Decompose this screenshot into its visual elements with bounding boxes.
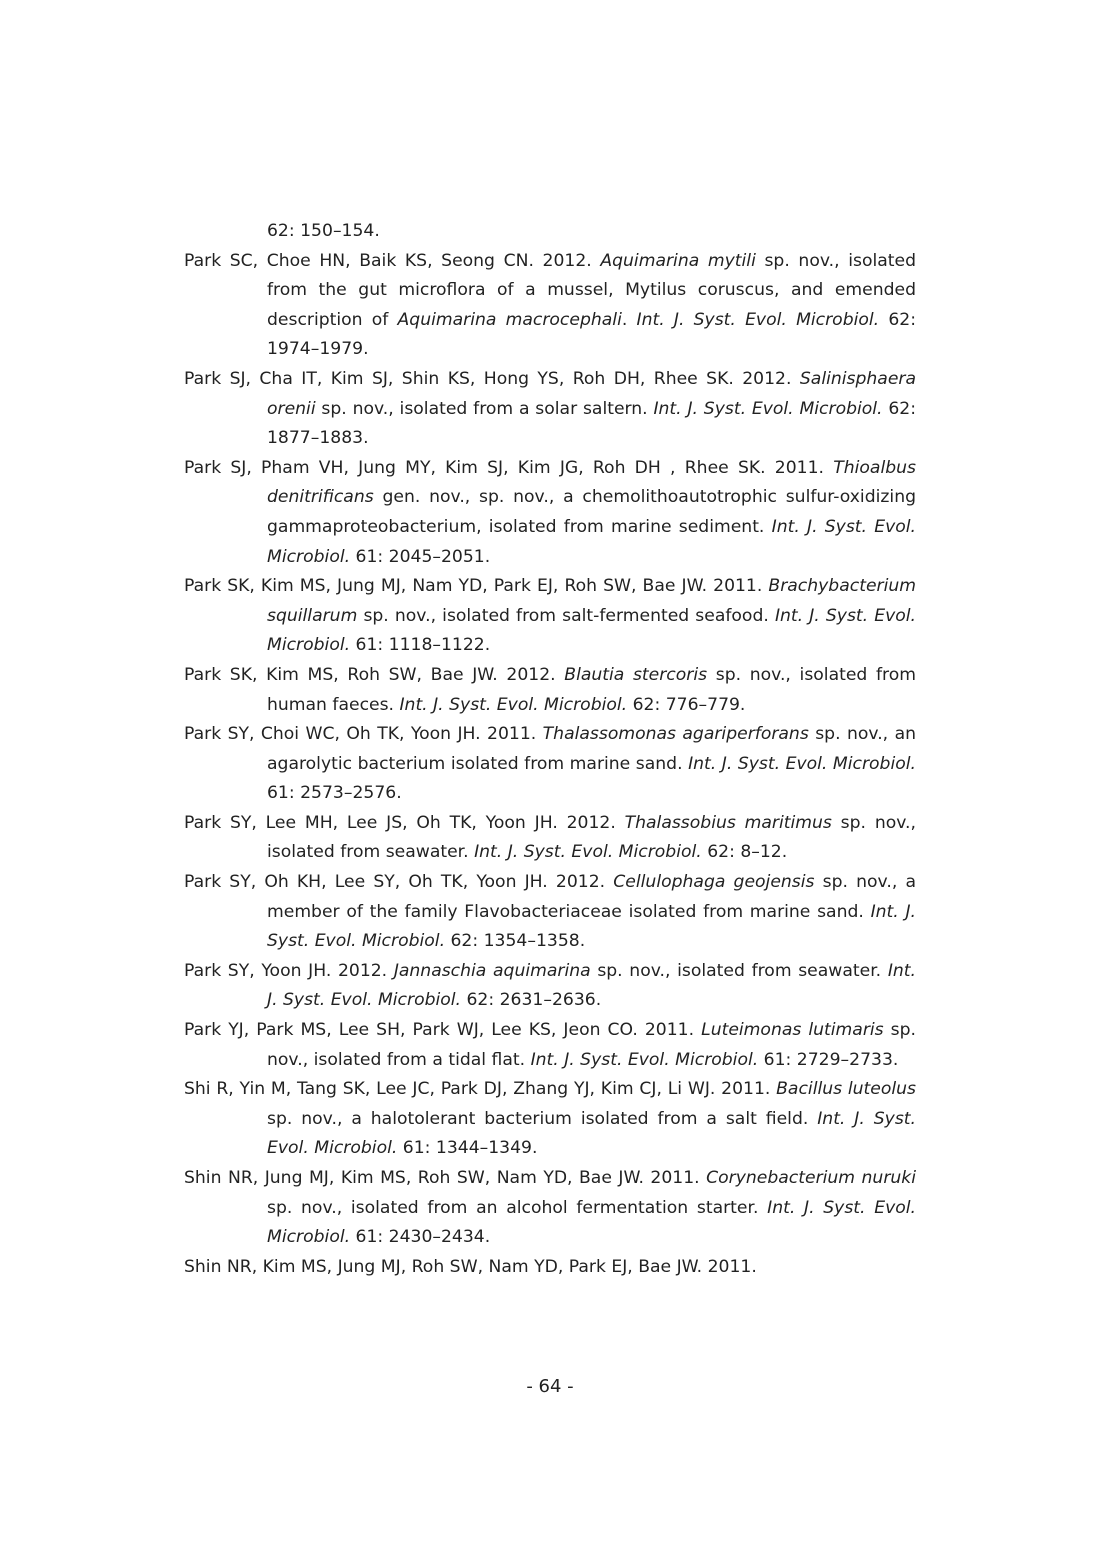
reference-text: sp. nov., isolated from seawater.: [267, 812, 916, 863]
italic-text: Int. J. Syst. Evol. Microbiol.: [267, 605, 916, 656]
italic-text: Int. J. Syst. Evol. Microbiol.: [474, 842, 702, 863]
reference-text: 61: 2045–2051.: [350, 546, 491, 567]
reference-text: .: [621, 309, 637, 330]
reference-text: sp. nov., isolated from a solar saltern.: [315, 398, 654, 419]
reference-text: Park SY, Yoon JH. 2012.: [184, 960, 394, 981]
italic-text: Cellulophaga geojensis: [613, 872, 815, 893]
reference-text: 62: 150: [267, 221, 333, 241]
reference-text: sp. nov., isolated from human faeces.: [267, 664, 916, 715]
reference-text: 61: 2573–2576.: [267, 783, 402, 804]
reference-text: 62: 1354–1358.: [445, 931, 586, 952]
italic-text: Luteimonas lutimaris: [701, 1020, 884, 1041]
reference-entry: [184, 720, 916, 809]
reference-text: 62: 2631–2636.: [461, 990, 602, 1011]
reference-text: sp. nov., an agarolytic bacterium isolated from marine sand.: [267, 724, 916, 774]
reference-text: Park SY, Oh KH, Lee SY, Oh TK, Yoon JH. 2012.: [184, 872, 614, 893]
reference-entry: [184, 661, 916, 720]
reference-text: sp. nov., isolated from the gut microflora of a mussel, Mytilus coruscus, and emended description of: [267, 250, 916, 330]
reference-text: Shin NR, Jung MJ, Kim MS, Roh SW, Nam YD, Bae JW. 2011.: [184, 1168, 707, 1188]
reference-entry: [184, 809, 916, 868]
reference-text: 62: 1974–1979.: [267, 309, 917, 360]
reference-text: Park SJ, Pham VH, Jung MY, Kim SJ, Kim JG, Roh DH , Rhee SK. 2011.: [184, 457, 834, 478]
reference-text: gen. nov., sp. nov., a chemolithoautotrophic sulfur-oxidizing gammaproteobacterium, isolated from marine sediment.: [267, 487, 916, 537]
reference-text: Park SC, Choe HN, Baik KS, Seong CN. 2012.: [184, 250, 601, 271]
reference-list: [184, 217, 916, 1282]
reference-text: Park SK, Kim MS, Roh SW, Bae JW. 2012.: [184, 664, 565, 685]
reference-entry: [184, 868, 916, 957]
italic-text: Int. J. Syst. Evol. Microbiol.: [399, 694, 628, 715]
italic-text: Int. J. Syst. Evol. Microbiol.: [267, 901, 916, 952]
reference-text: Park SJ, Cha IT, Kim SJ, Shin KS, Hong YS, Roh DH, Rhee SK. 2012.: [184, 368, 800, 389]
reference-text: 61: 2430–2434.: [350, 1227, 491, 1248]
italic-text: Aquimarina mytili: [600, 250, 756, 271]
reference-entry: [184, 572, 916, 661]
reference-entry: [184, 454, 916, 572]
reference-entry: [184, 1016, 916, 1075]
italic-text: Salinisphaera orenii: [267, 368, 916, 419]
italic-text: Aquimarina macrocephali: [397, 309, 622, 330]
reference-text: –: [332, 221, 342, 241]
reference-entry: [184, 1075, 916, 1164]
reference-text: sp. nov., a halotolerant bacterium isolated from a salt field.: [267, 1108, 818, 1129]
italic-text: Jannaschia aquimarina: [393, 960, 591, 981]
italic-text: Int. J. Syst. Evol. Microbiol.: [653, 398, 883, 419]
reference-entry: [184, 1253, 916, 1283]
italic-text: Int. J. Syst. Evol. Microbiol.: [530, 1049, 759, 1070]
reference-text: Shin NR, Kim MS, Jung MJ, Roh SW, Nam YD, Park EJ, Bae JW. 2011.: [184, 1256, 757, 1277]
reference-text: Park SY, Choi WC, Oh TK, Yoon JH. 2011.: [184, 724, 543, 745]
italic-text: Int. J. Syst. Evol. Microbiol.: [267, 1108, 916, 1159]
italic-text: Int. J. Syst. Evol. Microbiol.: [267, 1197, 916, 1248]
italic-text: Bacillus luteolus: [776, 1079, 916, 1100]
page-number: - 64 -: [526, 1376, 574, 1397]
reference-entry: [184, 957, 916, 1016]
reference-text: 61: 1344–1349.: [397, 1138, 538, 1159]
reference-text: 62: 776–779.: [627, 694, 746, 715]
reference-text: sp. nov., isolated from salt-fermented seafood.: [357, 605, 775, 626]
reference-text: Park YJ, Park MS, Lee SH, Park WJ, Lee KS, Jeon CO. 2011.: [184, 1020, 702, 1041]
reference-entry: [184, 247, 916, 365]
reference-text: Park SK, Kim MS, Jung MJ, Nam YD, Park EJ, Roh SW, Bae JW. 2011.: [184, 576, 769, 597]
italic-text: Int. J. Syst. Evol. Microbiol.: [267, 516, 916, 567]
reference-text: Shi R, Yin M, Tang SK, Lee JC, Park DJ, Zhang YJ, Kim CJ, Li WJ. 2011.: [184, 1079, 777, 1100]
italic-text: Brachybacterium squillarum: [267, 576, 916, 626]
reference-entry: [184, 365, 916, 454]
reference-text: Park SY, Lee MH, Lee JS, Oh TK, Yoon JH. 2012.: [184, 812, 625, 833]
reference-entry: [184, 1164, 916, 1253]
reference-text: 62: 8–12.: [701, 842, 788, 863]
reference-text: 154.: [341, 221, 380, 241]
italic-text: Thalassobius maritimus: [624, 812, 832, 833]
italic-text: Blautia stercoris: [564, 664, 708, 685]
reference-text: sp. nov., isolated from seawater.: [590, 960, 888, 981]
italic-text: Int. J. Syst. Evol. Microbiol.: [636, 309, 880, 330]
reference-text: 61: 1118–1122.: [350, 635, 491, 656]
reference-text: 61: 2729–2733.: [758, 1049, 899, 1070]
italic-text: Thioalbus denitrificans: [267, 457, 916, 508]
italic-text: Int. J. Syst. Evol. Microbiol.: [688, 753, 916, 774]
reference-text: sp. nov., isolated from an alcohol fermentation starter.: [267, 1197, 768, 1218]
reference-text: 62: 1877–1883.: [267, 398, 917, 449]
reference-entry: [184, 217, 916, 247]
reference-text: sp. nov., a member of the family Flavobacteriaceae isolated from marine sand.: [267, 872, 916, 922]
italic-text: Thalassomonas agariperforans: [542, 724, 809, 745]
italic-text: Int. J. Syst. Evol. Microbiol.: [267, 960, 916, 1011]
italic-text: Corynebacterium nuruki: [706, 1168, 917, 1188]
reference-text: sp. nov., isolated from a tidal flat.: [267, 1020, 916, 1070]
